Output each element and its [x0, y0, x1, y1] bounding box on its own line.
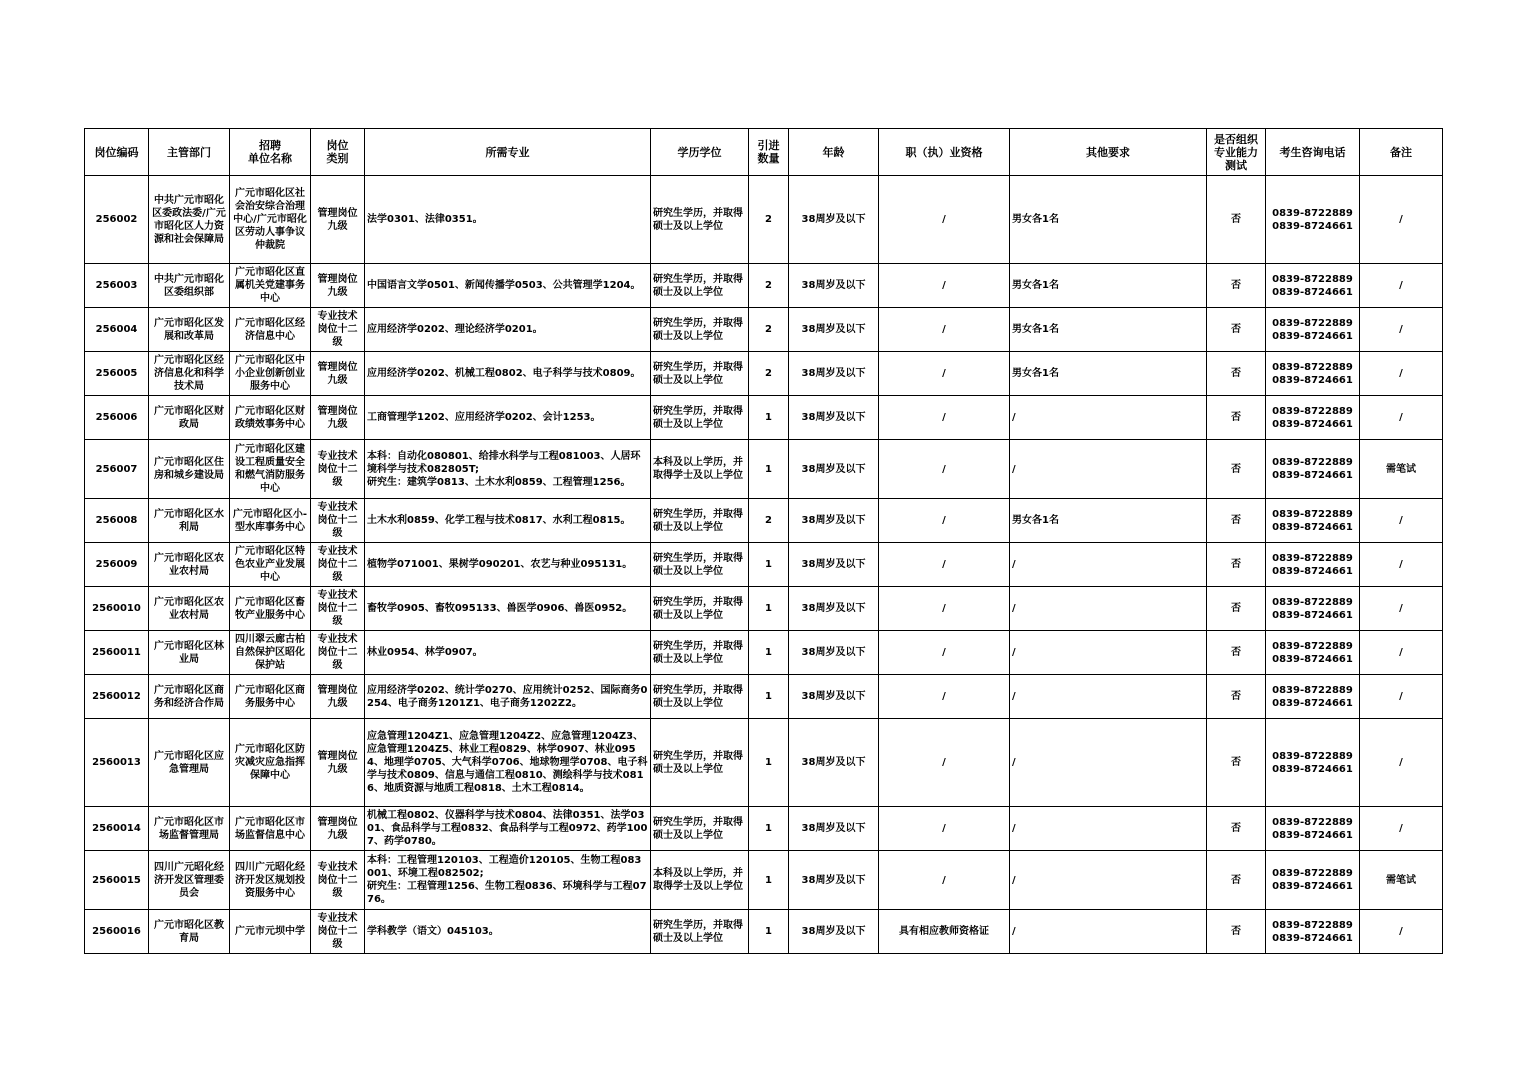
education-cell: 研究生学历，并取得硕士及以上学位	[651, 719, 749, 807]
table-row	[85, 352, 1443, 396]
education-cell: 研究生学历，并取得硕士及以上学位	[651, 910, 749, 954]
qualification-cell: /	[879, 851, 1010, 910]
quantity-cell: 1	[749, 587, 789, 631]
qualification-cell: /	[879, 719, 1010, 807]
col-header-education: 学历学位	[651, 129, 749, 176]
remarks-cell: /	[1360, 675, 1443, 719]
quantity-cell: 2	[749, 352, 789, 396]
other-requirements-cell: /	[1010, 851, 1207, 910]
department-cell: 广元市昭化区水利局	[149, 499, 230, 543]
age-cell: 38周岁及以下	[789, 910, 879, 954]
table-row	[85, 910, 1443, 954]
phone-cell: 0839-8722889 0839-8724661	[1266, 675, 1360, 719]
education-cell: 研究生学历，并取得硕士及以上学位	[651, 499, 749, 543]
post-type-cell: 专业技术岗位十二级	[311, 587, 365, 631]
education-cell: 研究生学历，并取得硕士及以上学位	[651, 308, 749, 352]
post-code-cell: 256008	[85, 499, 149, 543]
remarks-cell: /	[1360, 176, 1443, 264]
quantity-cell: 1	[749, 543, 789, 587]
age-cell: 38周岁及以下	[789, 499, 879, 543]
post-code-cell: 2560015	[85, 851, 149, 910]
other-requirements-cell: /	[1010, 543, 1207, 587]
table-row	[85, 308, 1443, 352]
col-header-post-code: 岗位编码	[85, 129, 149, 176]
unit-name-cell: 广元市昭化区商务服务中心	[230, 675, 311, 719]
phone-cell: 0839-8722889 0839-8724661	[1266, 631, 1360, 675]
post-code-cell: 2560011	[85, 631, 149, 675]
age-cell: 38周岁及以下	[789, 543, 879, 587]
table-row	[85, 176, 1443, 264]
unit-name-cell: 广元市昭化区畜牧产业服务中心	[230, 587, 311, 631]
remarks-cell: /	[1360, 396, 1443, 440]
unit-name-cell: 广元市昭化区社会治安综合治理中心/广元市昭化区劳动人事争议仲裁院	[230, 176, 311, 264]
table-row	[85, 264, 1443, 308]
education-cell: 研究生学历，并取得硕士及以上学位	[651, 352, 749, 396]
recruitment-table	[84, 128, 1443, 954]
department-cell: 广元市昭化区住房和城乡建设局	[149, 440, 230, 499]
unit-name-cell: 四川广元昭化经济开发区规划投资服务中心	[230, 851, 311, 910]
age-cell: 38周岁及以下	[789, 587, 879, 631]
skill-test-cell: 否	[1207, 308, 1266, 352]
post-type-cell: 专业技术岗位十二级	[311, 499, 365, 543]
post-code-cell: 2560013	[85, 719, 149, 807]
remarks-cell: /	[1360, 352, 1443, 396]
post-type-cell: 专业技术岗位十二级	[311, 631, 365, 675]
qualification-cell: /	[879, 264, 1010, 308]
age-cell: 38周岁及以下	[789, 176, 879, 264]
skill-test-cell: 否	[1207, 675, 1266, 719]
education-cell: 本科及以上学历，并取得学士及以上学位	[651, 440, 749, 499]
table-row	[85, 675, 1443, 719]
unit-name-cell: 广元市昭化区经济信息中心	[230, 308, 311, 352]
education-cell: 研究生学历，并取得硕士及以上学位	[651, 264, 749, 308]
quantity-cell: 2	[749, 176, 789, 264]
remarks-cell: /	[1360, 264, 1443, 308]
qualification-cell: /	[879, 176, 1010, 264]
remarks-cell: /	[1360, 543, 1443, 587]
quantity-cell: 2	[749, 264, 789, 308]
table-row	[85, 719, 1443, 807]
post-code-cell: 2560016	[85, 910, 149, 954]
age-cell: 38周岁及以下	[789, 719, 879, 807]
unit-name-cell: 四川翠云廊古柏自然保护区昭化保护站	[230, 631, 311, 675]
col-header-age: 年龄	[789, 129, 879, 176]
age-cell: 38周岁及以下	[789, 631, 879, 675]
unit-name-cell: 广元市昭化区防灾减灾应急指挥保障中心	[230, 719, 311, 807]
skill-test-cell: 否	[1207, 851, 1266, 910]
quantity-cell: 1	[749, 910, 789, 954]
phone-cell: 0839-8722889 0839-8724661	[1266, 807, 1360, 851]
major-cell: 林业0954、林学0907。	[365, 631, 651, 675]
qualification-cell: /	[879, 440, 1010, 499]
post-type-cell: 专业技术岗位十二级	[311, 308, 365, 352]
post-code-cell: 256003	[85, 264, 149, 308]
major-cell: 机械工程0802、仪器科学与技术0804、法律0351、法学0301、食品科学与工程0832、食品科学与工程0972、药学1007、药学0780。	[365, 807, 651, 851]
other-requirements-cell: /	[1010, 631, 1207, 675]
post-type-cell: 管理岗位九级	[311, 264, 365, 308]
education-cell: 研究生学历，并取得硕士及以上学位	[651, 543, 749, 587]
age-cell: 38周岁及以下	[789, 396, 879, 440]
quantity-cell: 2	[749, 499, 789, 543]
post-code-cell: 2560010	[85, 587, 149, 631]
col-header-post-type: 岗位 类别	[311, 129, 365, 176]
post-type-cell: 管理岗位九级	[311, 719, 365, 807]
skill-test-cell: 否	[1207, 440, 1266, 499]
quantity-cell: 1	[749, 396, 789, 440]
department-cell: 广元市昭化区发展和改革局	[149, 308, 230, 352]
col-header-other-requirements: 其他要求	[1010, 129, 1207, 176]
department-cell: 广元市昭化区农业农村局	[149, 543, 230, 587]
quantity-cell: 1	[749, 631, 789, 675]
phone-cell: 0839-8722889 0839-8724661	[1266, 851, 1360, 910]
quantity-cell: 2	[749, 308, 789, 352]
department-cell: 广元市昭化区财政局	[149, 396, 230, 440]
qualification-cell: /	[879, 675, 1010, 719]
remarks-cell: 需笔试	[1360, 440, 1443, 499]
qualification-cell: /	[879, 308, 1010, 352]
qualification-cell: 具有相应教师资格证	[879, 910, 1010, 954]
major-cell: 学科教学（语文）045103。	[365, 910, 651, 954]
other-requirements-cell: /	[1010, 910, 1207, 954]
phone-cell: 0839-8722889 0839-8724661	[1266, 499, 1360, 543]
post-type-cell: 管理岗位九级	[311, 352, 365, 396]
post-type-cell: 专业技术岗位十二级	[311, 851, 365, 910]
major-cell: 法学0301、法律0351。	[365, 176, 651, 264]
other-requirements-cell: 男女各1名	[1010, 176, 1207, 264]
table-row	[85, 499, 1443, 543]
other-requirements-cell: /	[1010, 440, 1207, 499]
other-requirements-cell: /	[1010, 396, 1207, 440]
unit-name-cell: 广元市昭化区建设工程质量安全和燃气消防服务中心	[230, 440, 311, 499]
col-header-department: 主管部门	[149, 129, 230, 176]
age-cell: 38周岁及以下	[789, 807, 879, 851]
phone-cell: 0839-8722889 0839-8724661	[1266, 396, 1360, 440]
other-requirements-cell: /	[1010, 807, 1207, 851]
department-cell: 广元市昭化区经济信息化和科学技术局	[149, 352, 230, 396]
unit-name-cell: 广元市昭化区直属机关党建事务中心	[230, 264, 311, 308]
table-row	[85, 396, 1443, 440]
major-cell: 应用经济学0202、机械工程0802、电子科学与技术0809。	[365, 352, 651, 396]
education-cell: 研究生学历，并取得硕士及以上学位	[651, 396, 749, 440]
col-header-remarks: 备注	[1360, 129, 1443, 176]
department-cell: 广元市昭化区教育局	[149, 910, 230, 954]
other-requirements-cell: 男女各1名	[1010, 264, 1207, 308]
education-cell: 本科及以上学历，并取得学士及以上学位	[651, 851, 749, 910]
phone-cell: 0839-8722889 0839-8724661	[1266, 587, 1360, 631]
col-header-quantity: 引进 数量	[749, 129, 789, 176]
unit-name-cell: 广元市元坝中学	[230, 910, 311, 954]
major-cell: 本科：自动化080801、给排水科学与工程081003、人居环境科学与技术082805T; 研究生：建筑学0813、土木水利0859、工程管理1256。	[365, 440, 651, 499]
major-cell: 畜牧学0905、畜牧095133、兽医学0906、兽医0952。	[365, 587, 651, 631]
age-cell: 38周岁及以下	[789, 264, 879, 308]
post-type-cell: 专业技术岗位十二级	[311, 910, 365, 954]
col-header-qualification: 职（执）业资格	[879, 129, 1010, 176]
skill-test-cell: 否	[1207, 631, 1266, 675]
other-requirements-cell: /	[1010, 587, 1207, 631]
skill-test-cell: 否	[1207, 396, 1266, 440]
department-cell: 中共广元市昭化区委政法委/广元市昭化区人力资源和社会保障局	[149, 176, 230, 264]
phone-cell: 0839-8722889 0839-8724661	[1266, 543, 1360, 587]
qualification-cell: /	[879, 587, 1010, 631]
col-header-unit-name: 招聘 单位名称	[230, 129, 311, 176]
phone-cell: 0839-8722889 0839-8724661	[1266, 176, 1360, 264]
col-header-phone: 考生咨询电话	[1266, 129, 1360, 176]
remarks-cell: 需笔试	[1360, 851, 1443, 910]
qualification-cell: /	[879, 543, 1010, 587]
post-code-cell: 256007	[85, 440, 149, 499]
education-cell: 研究生学历，并取得硕士及以上学位	[651, 176, 749, 264]
quantity-cell: 1	[749, 807, 789, 851]
major-cell: 应用经济学0202、理论经济学0201。	[365, 308, 651, 352]
phone-cell: 0839-8722889 0839-8724661	[1266, 910, 1360, 954]
phone-cell: 0839-8722889 0839-8724661	[1266, 264, 1360, 308]
post-type-cell: 专业技术岗位十二级	[311, 440, 365, 499]
other-requirements-cell: /	[1010, 719, 1207, 807]
post-type-cell: 专业技术岗位十二级	[311, 543, 365, 587]
skill-test-cell: 否	[1207, 176, 1266, 264]
age-cell: 38周岁及以下	[789, 308, 879, 352]
major-cell: 本科：工程管理120103、工程造价120105、生物工程083001、环境工程082502; 研究生：工程管理1256、生物工程0836、环境科学与工程0776。	[365, 851, 651, 910]
post-type-cell: 管理岗位九级	[311, 807, 365, 851]
table-row	[85, 543, 1443, 587]
other-requirements-cell: 男女各1名	[1010, 308, 1207, 352]
skill-test-cell: 否	[1207, 543, 1266, 587]
education-cell: 研究生学历，并取得硕士及以上学位	[651, 631, 749, 675]
quantity-cell: 1	[749, 851, 789, 910]
age-cell: 38周岁及以下	[789, 675, 879, 719]
quantity-cell: 1	[749, 440, 789, 499]
remarks-cell: /	[1360, 910, 1443, 954]
remarks-cell: /	[1360, 308, 1443, 352]
skill-test-cell: 否	[1207, 352, 1266, 396]
table-body	[85, 176, 1443, 954]
quantity-cell: 1	[749, 719, 789, 807]
phone-cell: 0839-8722889 0839-8724661	[1266, 352, 1360, 396]
major-cell: 应急管理1204Z1、应急管理1204Z2、应急管理1204Z3、应急管理1204Z5、林业工程0829、林学0907、林业0954、地理学0705、大气科学0706、地球物理学0708、电子科学与技术0809、信息与通信工程0810、测绘科学与技术0816、地质资源与地质工程0818、土木工程0814。	[365, 719, 651, 807]
remarks-cell: /	[1360, 499, 1443, 543]
unit-name-cell: 广元市昭化区中小企业创新创业服务中心	[230, 352, 311, 396]
department-cell: 广元市昭化区商务和经济合作局	[149, 675, 230, 719]
remarks-cell: /	[1360, 587, 1443, 631]
other-requirements-cell: /	[1010, 675, 1207, 719]
unit-name-cell: 广元市昭化区小-型水库事务中心	[230, 499, 311, 543]
post-code-cell: 256006	[85, 396, 149, 440]
table-row	[85, 807, 1443, 851]
unit-name-cell: 广元市昭化区特色农业产业发展中心	[230, 543, 311, 587]
qualification-cell: /	[879, 499, 1010, 543]
quantity-cell: 1	[749, 675, 789, 719]
qualification-cell: /	[879, 396, 1010, 440]
other-requirements-cell: 男女各1名	[1010, 499, 1207, 543]
skill-test-cell: 否	[1207, 587, 1266, 631]
remarks-cell: /	[1360, 631, 1443, 675]
unit-name-cell: 广元市昭化区市场监督信息中心	[230, 807, 311, 851]
col-header-skill-test: 是否组织 专业能力 测试	[1207, 129, 1266, 176]
post-code-cell: 256004	[85, 308, 149, 352]
education-cell: 研究生学历，并取得硕士及以上学位	[651, 587, 749, 631]
post-code-cell: 256002	[85, 176, 149, 264]
qualification-cell: /	[879, 807, 1010, 851]
other-requirements-cell: 男女各1名	[1010, 352, 1207, 396]
major-cell: 土木水利0859、化学工程与技术0817、水利工程0815。	[365, 499, 651, 543]
phone-cell: 0839-8722889 0839-8724661	[1266, 308, 1360, 352]
post-code-cell: 2560014	[85, 807, 149, 851]
department-cell: 广元市昭化区农业农村局	[149, 587, 230, 631]
remarks-cell: /	[1360, 807, 1443, 851]
post-code-cell: 256005	[85, 352, 149, 396]
post-type-cell: 管理岗位九级	[311, 176, 365, 264]
skill-test-cell: 否	[1207, 499, 1266, 543]
department-cell: 广元市昭化区应急管理局	[149, 719, 230, 807]
remarks-cell: /	[1360, 719, 1443, 807]
age-cell: 38周岁及以下	[789, 352, 879, 396]
major-cell: 应用经济学0202、统计学0270、应用统计0252、国际商务0254、电子商务1201Z1、电子商务1202Z2。	[365, 675, 651, 719]
major-cell: 工商管理学1202、应用经济学0202、会计1253。	[365, 396, 651, 440]
qualification-cell: /	[879, 352, 1010, 396]
education-cell: 研究生学历，并取得硕士及以上学位	[651, 675, 749, 719]
col-header-major: 所需专业	[365, 129, 651, 176]
major-cell: 中国语言文学0501、新闻传播学0503、公共管理学1204。	[365, 264, 651, 308]
post-code-cell: 2560012	[85, 675, 149, 719]
major-cell: 植物学071001、果树学090201、农艺与种业095131。	[365, 543, 651, 587]
education-cell: 研究生学历，并取得硕士及以上学位	[651, 807, 749, 851]
header-row	[85, 129, 1443, 176]
table-row	[85, 440, 1443, 499]
post-type-cell: 管理岗位九级	[311, 675, 365, 719]
department-cell: 广元市昭化区林业局	[149, 631, 230, 675]
unit-name-cell: 广元市昭化区财政绩效事务中心	[230, 396, 311, 440]
phone-cell: 0839-8722889 0839-8724661	[1266, 719, 1360, 807]
department-cell: 中共广元市昭化区委组织部	[149, 264, 230, 308]
phone-cell: 0839-8722889 0839-8724661	[1266, 440, 1360, 499]
post-type-cell: 管理岗位九级	[311, 396, 365, 440]
age-cell: 38周岁及以下	[789, 851, 879, 910]
department-cell: 广元市昭化区市场监督管理局	[149, 807, 230, 851]
age-cell: 38周岁及以下	[789, 440, 879, 499]
skill-test-cell: 否	[1207, 807, 1266, 851]
qualification-cell: /	[879, 631, 1010, 675]
skill-test-cell: 否	[1207, 719, 1266, 807]
table-row	[85, 587, 1443, 631]
table-row	[85, 631, 1443, 675]
skill-test-cell: 否	[1207, 910, 1266, 954]
department-cell: 四川广元昭化经济开发区管理委员会	[149, 851, 230, 910]
skill-test-cell: 否	[1207, 264, 1266, 308]
table-row	[85, 851, 1443, 910]
post-code-cell: 256009	[85, 543, 149, 587]
